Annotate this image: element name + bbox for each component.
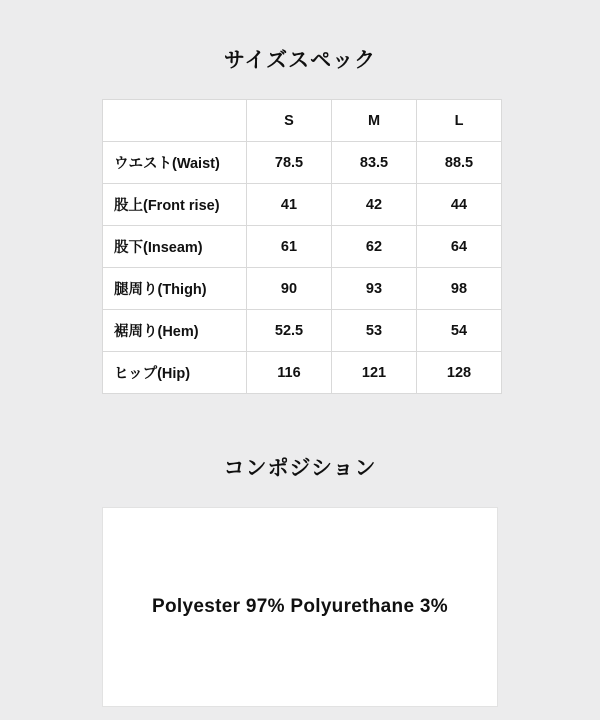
- cell-hem-m: 53: [332, 310, 417, 352]
- table-row: [103, 268, 502, 310]
- cell-hip-s: 116: [247, 352, 332, 394]
- cell-waist-s: 78.5: [247, 142, 332, 184]
- size-spec-title: サイズスペック: [223, 49, 377, 72]
- size-spec-table-head: [103, 100, 502, 142]
- column-header-l: L: [417, 100, 502, 142]
- table-row: [103, 142, 502, 184]
- row-label-waist: ウエスト(Waist): [103, 142, 247, 184]
- cell-hip-l: 128: [417, 352, 502, 394]
- row-label-front-rise: 股上(Front rise): [103, 184, 247, 226]
- column-header-m: M: [332, 100, 417, 142]
- cell-front-rise-l: 44: [417, 184, 502, 226]
- cell-inseam-l: 64: [417, 226, 502, 268]
- row-label-hem: 裾周り(Hem): [103, 310, 247, 352]
- composition-text: Polyester 97% Polyurethane 3%: [152, 596, 448, 617]
- table-header-row: [103, 100, 502, 142]
- size-spec-table-body: [103, 142, 502, 394]
- cell-front-rise-s: 41: [247, 184, 332, 226]
- table-row: [103, 226, 502, 268]
- cell-hem-s: 52.5: [247, 310, 332, 352]
- table-row: [103, 352, 502, 394]
- row-label-inseam: 股下(Inseam): [103, 226, 247, 268]
- column-header-s: S: [247, 100, 332, 142]
- composition-title: コンポジション: [223, 457, 377, 480]
- cell-inseam-m: 62: [332, 226, 417, 268]
- cell-inseam-s: 61: [247, 226, 332, 268]
- size-spec-table-wrap: [102, 99, 498, 394]
- row-label-thigh: 腿周り(Thigh): [103, 268, 247, 310]
- composition-box: [102, 507, 498, 707]
- cell-waist-m: 83.5: [332, 142, 417, 184]
- size-spec-table: [102, 99, 502, 394]
- cell-front-rise-m: 42: [332, 184, 417, 226]
- table-row: [103, 184, 502, 226]
- cell-waist-l: 88.5: [417, 142, 502, 184]
- cell-thigh-m: 93: [332, 268, 417, 310]
- table-corner-cell: [103, 100, 247, 142]
- cell-hem-l: 54: [417, 310, 502, 352]
- table-row: [103, 310, 502, 352]
- row-label-hip: ヒップ(Hip): [103, 352, 247, 394]
- cell-thigh-s: 90: [247, 268, 332, 310]
- cell-thigh-l: 98: [417, 268, 502, 310]
- cell-hip-m: 121: [332, 352, 417, 394]
